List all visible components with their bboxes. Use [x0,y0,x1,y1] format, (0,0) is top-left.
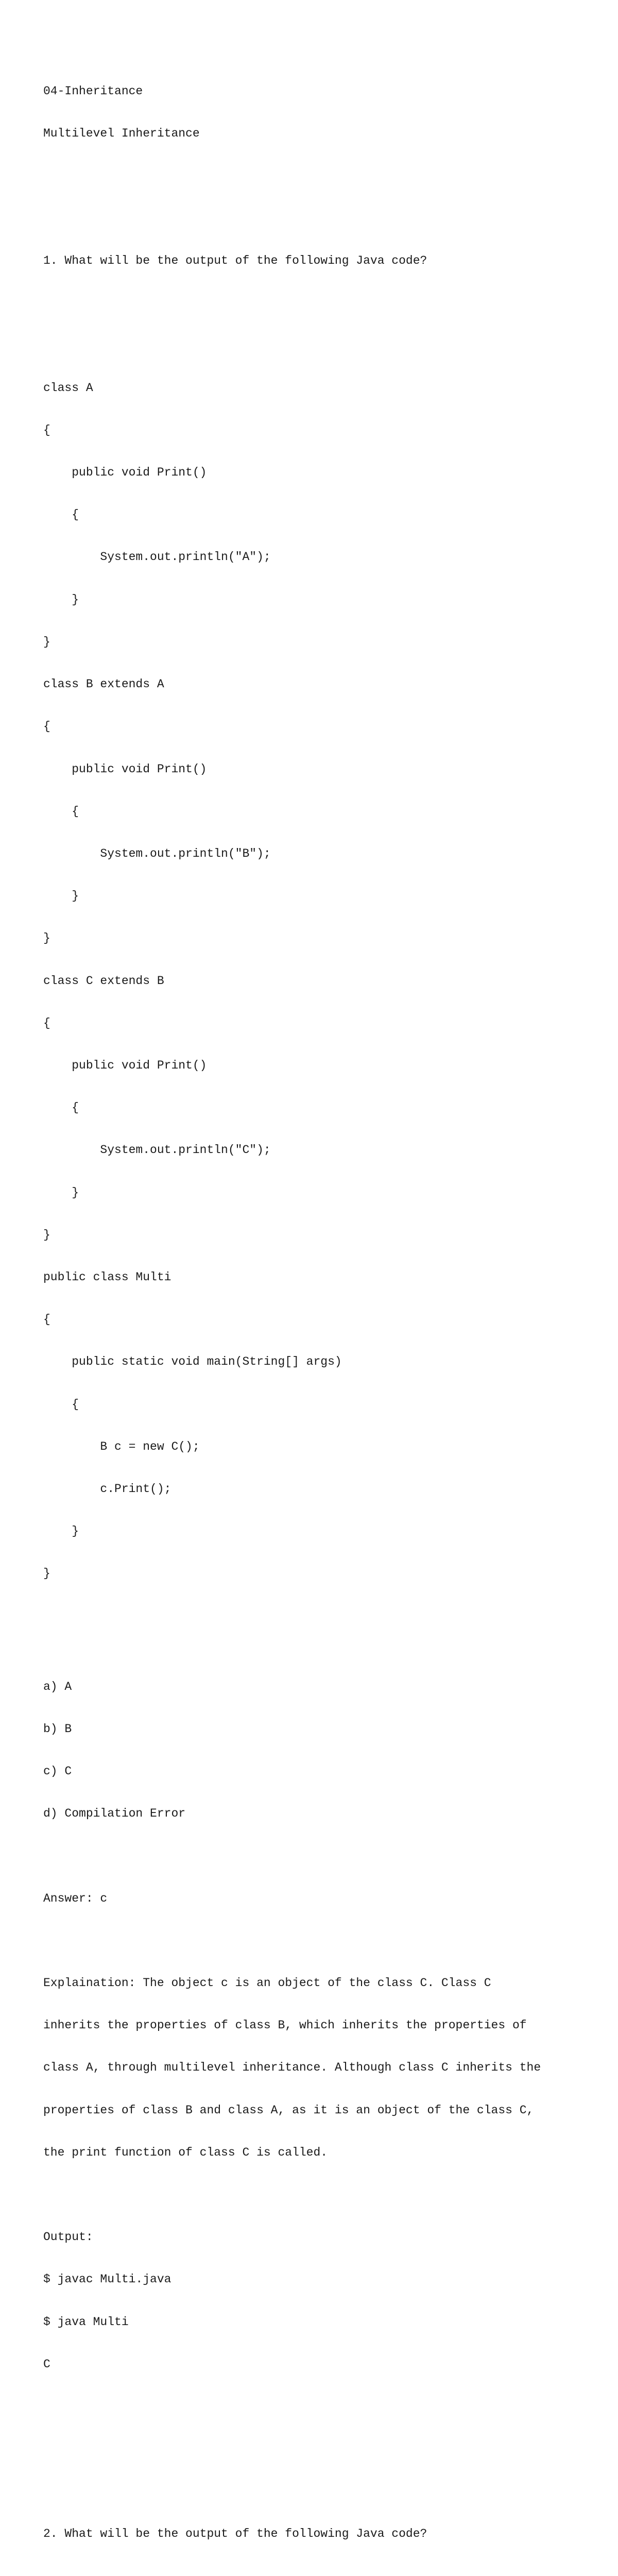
code-line: } [43,1524,79,1538]
code-line: } [43,635,50,649]
code-line: class B extends A [43,677,164,691]
code-line: } [43,1185,79,1199]
explanation-line: the print function of class C is called. [43,2145,328,2159]
explanation-line: Explaination: The object c is an object of the class C. Class C [43,1976,491,1990]
code-line: class A [43,381,93,395]
explanation-line: properties of class B and class A, as it is an object of the class C, [43,2103,534,2117]
output-label: Output: [43,2230,93,2244]
question-1-answer: Answer: c [43,1891,108,1905]
code-line: { [43,804,79,818]
code-line: public static void main(String[] args) [43,1355,342,1369]
topic-title: Multilevel Inheritance [43,127,200,141]
output-line: $ java Multi [43,2315,129,2329]
code-line: { [43,720,50,734]
code-line: { [43,1016,50,1030]
code-line: { [43,423,50,437]
option-d: d) Compilation Error [43,1807,186,1821]
code-line: class C extends B [43,974,164,988]
code-line: } [43,931,50,945]
code-line: public class Multi [43,1270,171,1284]
option-a: a) A [43,1680,72,1693]
code-line: { [43,508,79,522]
spacer [43,2442,599,2456]
chapter-title: 04-Inheritance [43,84,143,98]
spacer [43,170,599,183]
code-line: System.out.println("A"); [43,550,271,564]
spacer [43,2569,599,2576]
code-line: } [43,1567,50,1581]
question-1-text: 1. What will be the output of the following Java code? [43,254,427,268]
code-line: public void Print() [43,762,207,776]
spacer [43,296,599,310]
document-page [43,42,599,2576]
output-line: C [43,2357,50,2371]
code-line: System.out.println("B"); [43,846,271,860]
question-1-code [43,353,599,1609]
code-line: } [43,889,79,903]
output-line: $ javac Multi.java [43,2273,171,2286]
code-line: public void Print() [43,466,207,480]
code-line: c.Print(); [43,1482,171,1496]
code-line: { [43,1397,79,1411]
code-line: B c = new C(); [43,1439,200,1453]
question-1 [43,226,599,2400]
code-line: } [43,1228,50,1242]
code-line: } [43,592,79,606]
explanation-line: inherits the properties of class B, which inherits the properties of [43,2019,527,2032]
question-1-explanation [43,1948,599,2188]
option-c: c) C [43,1765,72,1778]
code-line: System.out.println("C"); [43,1143,271,1157]
option-b: b) B [43,1722,72,1736]
question-1-options [43,1652,599,1850]
code-line: { [43,1101,79,1115]
question-2-text: 2. What will be the output of the following Java code? [43,2527,427,2540]
explanation-line: class A, through multilevel inheritance. Although class C inherits the [43,2061,541,2075]
code-line: public void Print() [43,1058,207,1072]
code-line: { [43,1313,50,1327]
question-2 [43,2499,599,2576]
